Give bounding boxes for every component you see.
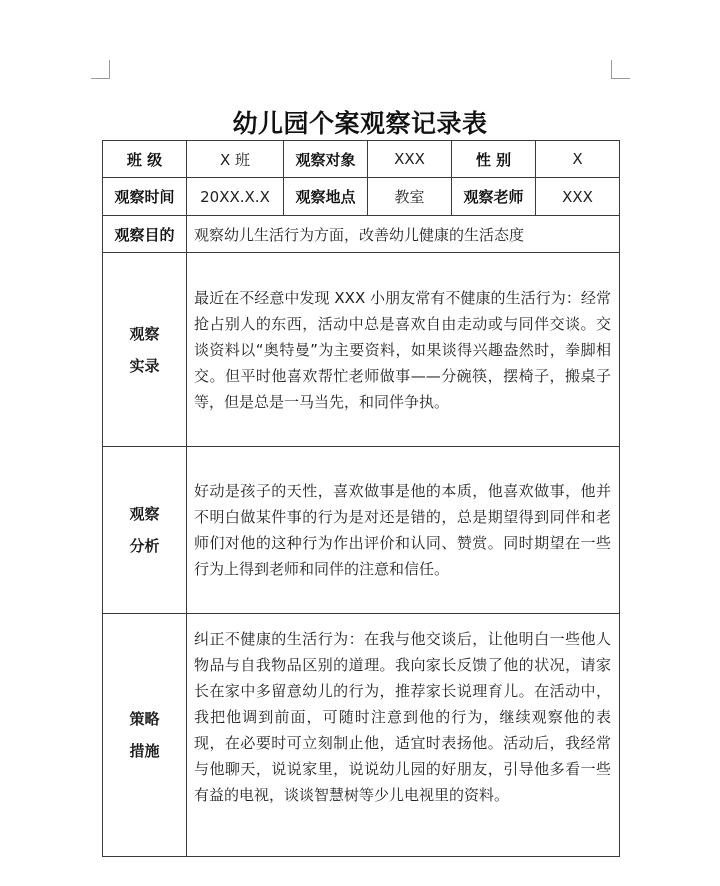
gender-value: X — [536, 141, 620, 178]
class-label: 班 级 — [103, 141, 187, 178]
place-label: 观察地点 — [284, 178, 368, 216]
subject-value: XXX — [368, 141, 452, 178]
observation-table — [102, 140, 620, 857]
measures-text: 纠正不健康的生活行为：在我与他交谈后，让他明白一些他人物品与自我物品区别的道理。我向家长反馈了他的状况，请家长在家中多留意幼儿的行为，推荐家长说理育儿。在活动中，我把他调到前面，可随时注意到他的行为，继续观察他的表现，在必要时可立刻制止他，适宜时表扬他。活动后，我经常与他聊天，说说家里，说说幼儿园的好朋友，引导他多看一些有益的电视，谈谈智慧树等少儿电视里的资料。 — [194, 630, 611, 804]
measures-text-cell — [187, 614, 620, 857]
gender-label: 性 别 — [452, 141, 536, 178]
record-text-cell — [187, 253, 620, 447]
table-row — [103, 141, 620, 178]
document-title: 幼儿园个案观察记录表 — [232, 109, 488, 138]
record-label-line2: 实录 — [129, 356, 160, 375]
purpose-text: 观察幼儿生活行为方面，改善幼儿健康的生活态度 — [187, 216, 620, 253]
record-label-line1: 观察 — [129, 324, 160, 343]
table-row — [103, 253, 620, 447]
analysis-label-line2: 分析 — [129, 537, 160, 555]
measures-label-line1: 策略 — [129, 710, 160, 728]
table-row — [103, 216, 620, 253]
class-value: X 班 — [187, 141, 284, 178]
record-text: 最近在不经意中发现 XXX 小朋友常有不健康的生活行为：经常抢占别人的东西，活动中总是喜欢自由走动或与同伴交谈。交谈资料以“奥特曼”为主要资料，如果谈得兴趣盎然时，拳脚相交。但平时他喜欢帮忙老师做事——分碗筷，摆椅子，搬桌子等，但是总是一马当先，和同伴争执。 — [194, 288, 611, 411]
subject-label: 观察对象 — [284, 141, 368, 178]
crop-mark-right — [611, 60, 630, 79]
table-row — [103, 614, 620, 857]
time-label: 观察时间 — [103, 178, 187, 216]
analysis-label — [103, 447, 187, 614]
teacher-value: XXX — [536, 178, 620, 216]
place-value: 教室 — [368, 178, 452, 216]
record-label — [103, 253, 187, 447]
analysis-label-line1: 观察 — [129, 505, 160, 523]
crop-mark-left — [91, 60, 110, 79]
measures-label — [103, 614, 187, 857]
teacher-label: 观察老师 — [452, 178, 536, 216]
measures-label-line2: 措施 — [129, 742, 160, 760]
time-value: 20XX.X.X — [187, 178, 284, 216]
analysis-text-cell — [187, 447, 620, 614]
table-row — [103, 447, 620, 614]
purpose-label: 观察目的 — [103, 216, 187, 253]
table-row — [103, 178, 620, 216]
analysis-text: 好动是孩子的天性，喜欢做事是他的本质，他喜欢做事，他并不明白做某件事的行为是对还是错的，总是期望得到同伴和老师们对他的这种行为作出评价和认同、赞赏。同时期望在一些行为上得到老师和同伴的注意和信任。 — [194, 482, 611, 578]
